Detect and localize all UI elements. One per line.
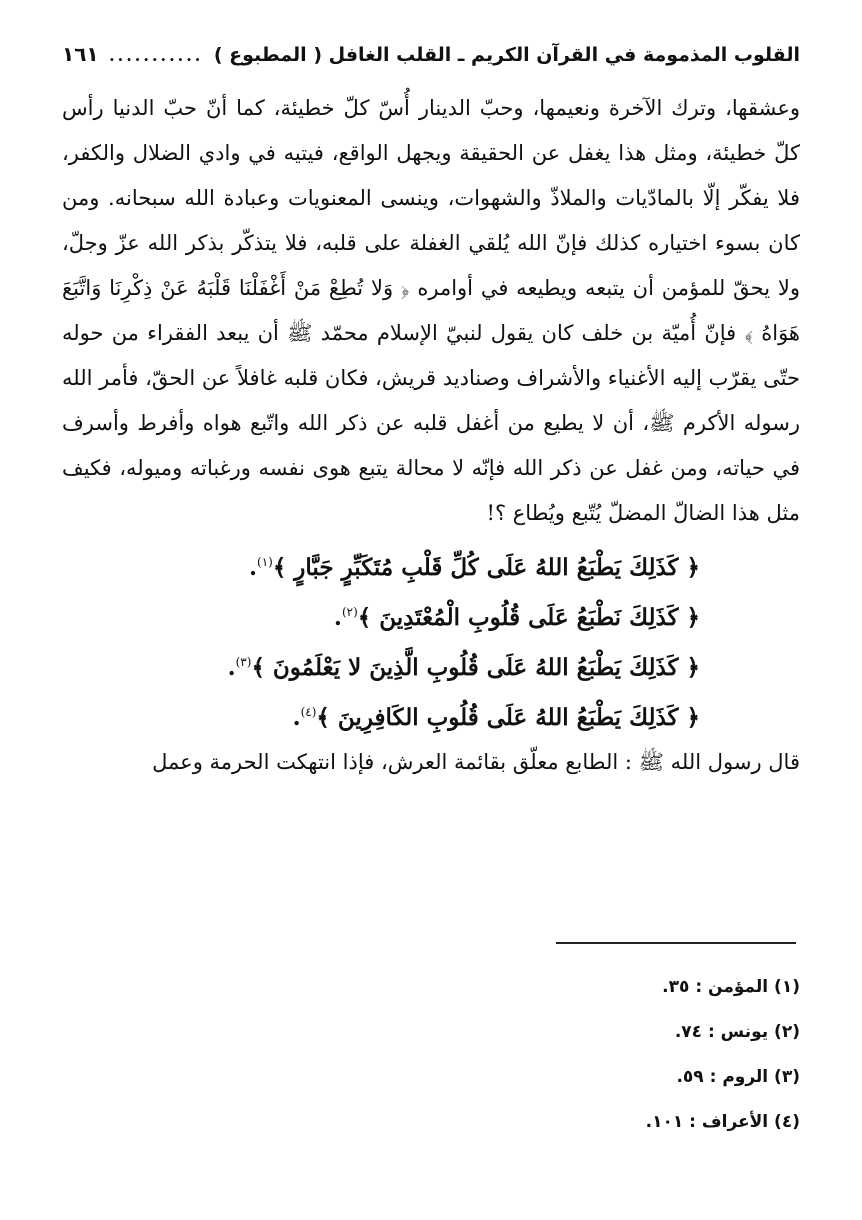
footnote-marker: (٢) <box>341 605 358 619</box>
verse-line: ﴿ كَذَلِكَ نَطْبَعُ عَلَى قُلُوبِ الْمُعْتَدِينَ ﴾$^{(٢)}$. <box>333 604 700 631</box>
verse-line: ﴿ كَذَلِكَ يَطْبَعُ اللهُ عَلَى قُلُوبِ الكَافِرِينَ ﴾$^{(٤)}$. <box>292 704 700 731</box>
footnote-marker: (٣) <box>235 655 252 669</box>
verse-line: ﴿ كَذَلِكَ يَطْبَعُ اللهُ عَلَى كُلِّ قَلْبِ مُتَكَبِّرٍ جَبَّارٍ ﴾$^{(١)}$. <box>248 554 700 581</box>
footnote-item: (٣) الروم : ٥٩. <box>676 1067 800 1087</box>
running-header-dots: ........... <box>109 46 204 65</box>
body-paragraph: وعشقها، وترك الآخرة ونعيمها، وحبّ الدينار أُسّ كلّ خطيئة، كما أنّ حبّ الدنيا رأس كلّ خطيئة، ومثل هذا يغفل عن الحقيقة ويجهل الواقع، فيتيه في وادي الضلال والكفر، فلا يفكّر إلّا بالمادّيات والملاذّ والشهوات، وينسى المعنويات وعبادة الله سبحانه. ومن كان بسوء اختياره كذلك فإنّ الله يُلقي الغفلة على قلبه، فلا يتذكّر بذكر الله عزّ وجلّ، ولا يحقّ للمؤمن أن يتبعه ويطيعه في أوامره ﴿ وَلا تُطِعْ مَنْ أَغْفَلْنَا قَلْبَهُ عَنْ ذِكْرِنَا وَاتَّبَعَ هَوَاهُ ﴾ فإنّ أُميّة بن خلف كان يقول لنبيّ الإسلام محمّد ﷺ أن يبعد الفقراء من حوله حتّى يقرّب إليه الأغنياء والأشراف وصناديد قريش، فكان قلبه غافلاً عن الحقّ، فأمر الله رسوله الأكرم ﷺ، أن لا يطيع من أغفل قلبه عن ذكر الله واتّبع هواه وأفرط وأسرف في حياته، ومن غفل عن ذكر الله فإنّه لا محالة يتبع هوى نفسه ورغباته وميوله، فكيف مثل هذا الضالّ المضلّ يُتّبع ويُطاع ؟! <box>62 96 800 525</box>
running-header <box>62 32 800 76</box>
footnote-divider <box>556 942 796 944</box>
verse-list <box>62 540 800 740</box>
footnote-item: (٤) الأعراف : ١٠١. <box>645 1112 800 1132</box>
footnote-marker: (١) <box>257 555 273 569</box>
footnote-item: (١) المؤمن : ٣٥. <box>662 977 800 997</box>
verse-line: ﴿ كَذَلِكَ يَطْبَعُ اللهُ عَلَى قُلُوبِ الَّذِينَ لا يَعْلَمُونَ ﴾$^{(٣)}$. <box>227 654 700 681</box>
running-header-title: القلوب المذمومة في القرآن الكريم ـ القلب الغافل ( المطبوع ) <box>213 44 800 66</box>
footnotes <box>646 965 800 1145</box>
book-page <box>62 32 800 785</box>
page-number: ١٦١ <box>62 42 99 66</box>
footnote-item: (٢) يونس : ٧٤. <box>674 1022 800 1042</box>
footnote-marker: (٤) <box>300 705 317 719</box>
hadith-line: قال رسول الله ﷺ : الطابع معلّق بقائمة العرش، فإذا انتهكت الحرمة وعمل <box>152 750 800 774</box>
